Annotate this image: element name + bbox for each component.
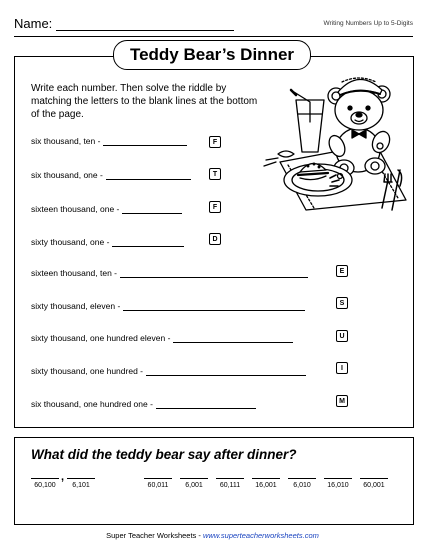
blank-number: 60,100 [34, 482, 56, 489]
name-field[interactable] [56, 30, 234, 31]
riddle-blank[interactable] [31, 478, 59, 489]
problem-item [31, 268, 308, 278]
problem-text: six thousand, one hundred one - [31, 399, 153, 409]
answer-line[interactable] [173, 334, 293, 343]
problem-item [31, 170, 191, 180]
riddle-blank[interactable] [180, 478, 208, 489]
blank-number: 16,001 [255, 482, 277, 489]
letter-box: T [209, 168, 221, 180]
blank-number: 6,101 [72, 482, 90, 489]
answer-line[interactable] [146, 367, 306, 376]
riddle-comma: , [61, 471, 65, 483]
riddle-blank[interactable] [360, 478, 388, 489]
header-divider [14, 36, 413, 37]
problem-text: sixteen thousand, ten - [31, 268, 118, 278]
answer-line[interactable] [106, 171, 191, 180]
letter-box: E [336, 265, 348, 277]
instructions: Write each number. Then solve the riddle by matching the letters to the blank lines at the bottom of the page. [31, 83, 258, 120]
letter-box: D [209, 233, 221, 245]
problem-text: sixty thousand, one - [31, 237, 110, 247]
answer-line[interactable] [112, 238, 184, 247]
blank-number: 60,011 [147, 482, 169, 489]
letter-box: M [336, 395, 348, 407]
riddle-blank[interactable] [67, 478, 95, 489]
letter-box: F [209, 201, 221, 213]
riddle-blank[interactable] [324, 478, 352, 489]
problem-text: six thousand, one - [31, 170, 103, 180]
problem-item [31, 237, 184, 247]
problem-item [31, 301, 305, 311]
blank-number: 16,010 [327, 482, 349, 489]
blank-number: 6,010 [293, 482, 311, 489]
problem-item [31, 333, 293, 343]
problem-text: six thousand, ten - [31, 136, 101, 146]
worksheet-topic: Writing Numbers Up to 5-Digits [323, 20, 413, 27]
problem-item [31, 136, 187, 146]
letter-box: S [336, 297, 348, 309]
letter-box: I [336, 362, 348, 374]
problem-item [31, 366, 306, 376]
blank-number: 6,001 [185, 482, 203, 489]
footer-link[interactable]: www.superteacherworksheets.com [202, 531, 319, 540]
blank-number: 60,001 [363, 482, 385, 489]
riddle-question: What did the teddy bear say after dinner? [31, 447, 297, 462]
answer-line[interactable] [120, 269, 308, 278]
answer-line[interactable] [122, 205, 182, 214]
riddle-blank[interactable] [216, 478, 244, 489]
name-label: Name: [14, 16, 53, 31]
answer-line[interactable] [156, 400, 256, 409]
problem-text: sixteen thousand, one - [31, 204, 120, 214]
letter-box: F [209, 136, 221, 148]
problem-text: sixty thousand, eleven - [31, 301, 121, 311]
problem-item [31, 399, 256, 409]
blank-number: 60,111 [219, 482, 241, 489]
riddle-blank[interactable] [144, 478, 172, 489]
problem-text: sixty thousand, one hundred eleven - [31, 333, 171, 343]
answer-line[interactable] [123, 302, 305, 311]
problem-text: sixty thousand, one hundred - [31, 366, 143, 376]
riddle-blank[interactable] [252, 478, 280, 489]
page-title: Teddy Bear’s Dinner [113, 40, 311, 70]
footer [0, 531, 425, 540]
problem-item [31, 204, 182, 214]
riddle-blank[interactable] [288, 478, 316, 489]
answer-line[interactable] [103, 137, 187, 146]
teddy-bear-illustration [258, 62, 408, 212]
footer-text: Super Teacher Worksheets - [106, 531, 203, 540]
letter-box: U [336, 330, 348, 342]
